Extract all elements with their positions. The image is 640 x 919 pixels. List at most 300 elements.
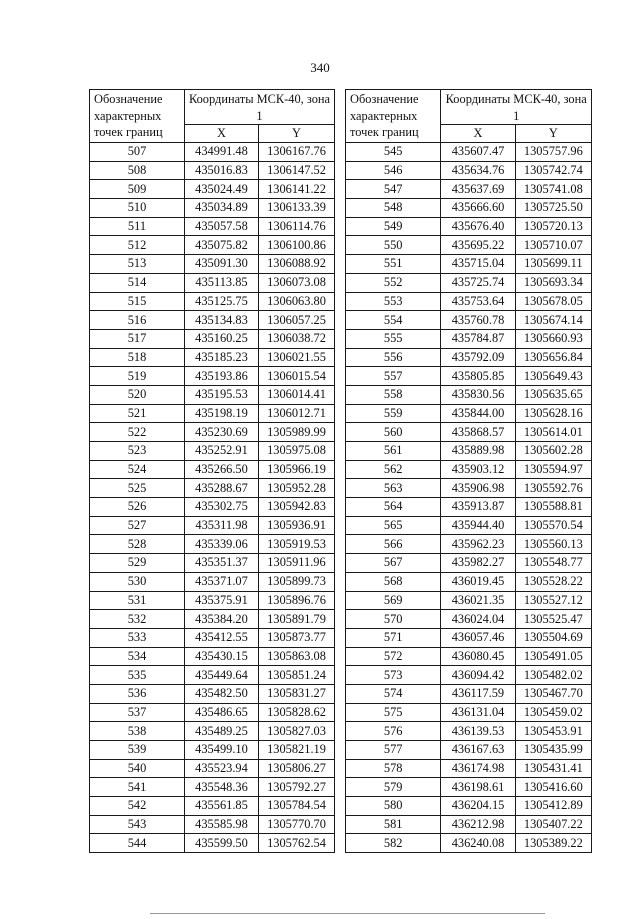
table-row bbox=[90, 329, 335, 348]
point-number-cell: 515 bbox=[90, 292, 185, 311]
x-coordinate-cell: 435607.47 bbox=[441, 143, 515, 162]
table-row bbox=[90, 143, 335, 162]
y-coordinate-cell: 1305792.27 bbox=[259, 778, 335, 797]
x-coordinate-cell: 435634.76 bbox=[441, 161, 515, 180]
table-row bbox=[346, 460, 592, 479]
x-coordinate-cell: 435339.06 bbox=[185, 535, 259, 554]
point-number-cell: 577 bbox=[346, 741, 441, 760]
table-row bbox=[90, 535, 335, 554]
x-coordinate-cell: 435185.23 bbox=[185, 348, 259, 367]
point-number-cell: 559 bbox=[346, 404, 441, 423]
point-number-cell: 560 bbox=[346, 423, 441, 442]
y-coordinate-cell: 1305435.99 bbox=[515, 741, 591, 760]
table-row bbox=[90, 236, 335, 255]
y-coordinate-cell: 1306012.71 bbox=[259, 404, 335, 423]
point-number-cell: 537 bbox=[90, 703, 185, 722]
y-coordinate-cell: 1305528.22 bbox=[515, 572, 591, 591]
x-coordinate-cell: 435982.27 bbox=[441, 554, 515, 573]
y-coordinate-cell: 1305710.07 bbox=[515, 236, 591, 255]
point-number-cell: 517 bbox=[90, 329, 185, 348]
y-coordinate-cell: 1305660.93 bbox=[515, 329, 591, 348]
y-coordinate-cell: 1306088.92 bbox=[259, 255, 335, 274]
table-row bbox=[90, 647, 335, 666]
y-coordinate-cell: 1305699.11 bbox=[515, 255, 591, 274]
point-number-cell: 574 bbox=[346, 684, 441, 703]
x-coordinate-cell: 435160.25 bbox=[185, 329, 259, 348]
y-coordinate-cell: 1305614.01 bbox=[515, 423, 591, 442]
y-coordinate-cell: 1305919.53 bbox=[259, 535, 335, 554]
x-coordinate-cell: 436024.04 bbox=[441, 610, 515, 629]
point-number-cell: 514 bbox=[90, 273, 185, 292]
point-number-cell: 563 bbox=[346, 479, 441, 498]
x-coordinate-cell: 435193.86 bbox=[185, 367, 259, 386]
page-bottom-rule bbox=[150, 913, 545, 914]
point-number-cell: 525 bbox=[90, 479, 185, 498]
y-coordinate-cell: 1305873.77 bbox=[259, 628, 335, 647]
y-coordinate-cell: 1305588.81 bbox=[515, 498, 591, 517]
table-row bbox=[90, 591, 335, 610]
y-coordinate-cell: 1305412.89 bbox=[515, 797, 591, 816]
point-number-cell: 580 bbox=[346, 797, 441, 816]
header-y: Y bbox=[515, 125, 591, 143]
x-coordinate-cell: 435784.87 bbox=[441, 329, 515, 348]
y-coordinate-cell: 1305899.73 bbox=[259, 572, 335, 591]
point-number-cell: 545 bbox=[346, 143, 441, 162]
point-number-cell: 509 bbox=[90, 180, 185, 199]
point-number-cell: 553 bbox=[346, 292, 441, 311]
y-coordinate-cell: 1305592.76 bbox=[515, 479, 591, 498]
x-coordinate-cell: 435134.83 bbox=[185, 311, 259, 330]
x-coordinate-cell: 435125.75 bbox=[185, 292, 259, 311]
table-row bbox=[90, 311, 335, 330]
table-row bbox=[90, 572, 335, 591]
point-number-cell: 543 bbox=[90, 815, 185, 834]
table-row bbox=[346, 255, 592, 274]
y-coordinate-cell: 1306073.08 bbox=[259, 273, 335, 292]
point-number-cell: 555 bbox=[346, 329, 441, 348]
x-coordinate-cell: 435913.87 bbox=[441, 498, 515, 517]
y-coordinate-cell: 1305821.19 bbox=[259, 741, 335, 760]
x-coordinate-cell: 435412.55 bbox=[185, 628, 259, 647]
y-coordinate-cell: 1305831.27 bbox=[259, 684, 335, 703]
table-row bbox=[90, 199, 335, 218]
x-coordinate-cell: 435024.49 bbox=[185, 180, 259, 199]
table-row bbox=[346, 647, 592, 666]
table-row bbox=[346, 479, 592, 498]
y-coordinate-cell: 1305952.28 bbox=[259, 479, 335, 498]
x-coordinate-cell: 435311.98 bbox=[185, 516, 259, 535]
x-coordinate-cell: 435375.91 bbox=[185, 591, 259, 610]
table-row bbox=[90, 778, 335, 797]
x-coordinate-cell: 435449.64 bbox=[185, 666, 259, 685]
y-coordinate-cell: 1305649.43 bbox=[515, 367, 591, 386]
y-coordinate-cell: 1306021.55 bbox=[259, 348, 335, 367]
x-coordinate-cell: 436021.35 bbox=[441, 591, 515, 610]
x-coordinate-cell: 435561.85 bbox=[185, 797, 259, 816]
x-coordinate-cell: 435585.98 bbox=[185, 815, 259, 834]
point-number-cell: 540 bbox=[90, 759, 185, 778]
y-coordinate-cell: 1306147.52 bbox=[259, 161, 335, 180]
point-number-cell: 522 bbox=[90, 423, 185, 442]
point-number-cell: 569 bbox=[346, 591, 441, 610]
point-number-cell: 554 bbox=[346, 311, 441, 330]
table-row bbox=[346, 217, 592, 236]
y-coordinate-cell: 1305594.97 bbox=[515, 460, 591, 479]
table-row bbox=[346, 684, 592, 703]
header-y: Y bbox=[259, 125, 335, 143]
x-coordinate-cell: 436057.46 bbox=[441, 628, 515, 647]
y-coordinate-cell: 1305431.41 bbox=[515, 759, 591, 778]
y-coordinate-cell: 1305548.77 bbox=[515, 554, 591, 573]
y-coordinate-cell: 1306057.25 bbox=[259, 311, 335, 330]
y-coordinate-cell: 1306114.76 bbox=[259, 217, 335, 236]
point-number-cell: 548 bbox=[346, 199, 441, 218]
y-coordinate-cell: 1305720.13 bbox=[515, 217, 591, 236]
x-coordinate-cell: 435252.91 bbox=[185, 442, 259, 461]
x-coordinate-cell: 435075.82 bbox=[185, 236, 259, 255]
point-number-cell: 518 bbox=[90, 348, 185, 367]
table-row bbox=[346, 628, 592, 647]
header-coordinates-group: Координаты МСК-40, зона 1 bbox=[441, 90, 592, 125]
y-coordinate-cell: 1305942.83 bbox=[259, 498, 335, 517]
point-number-cell: 541 bbox=[90, 778, 185, 797]
table-row bbox=[90, 741, 335, 760]
header-coordinates-group: Координаты МСК-40, зона 1 bbox=[185, 90, 335, 125]
y-coordinate-cell: 1306063.80 bbox=[259, 292, 335, 311]
point-number-cell: 508 bbox=[90, 161, 185, 180]
y-coordinate-cell: 1305770.70 bbox=[259, 815, 335, 834]
table-row bbox=[346, 516, 592, 535]
table-row bbox=[346, 741, 592, 760]
x-coordinate-cell: 435523.94 bbox=[185, 759, 259, 778]
table-row bbox=[346, 199, 592, 218]
y-coordinate-cell: 1305491.05 bbox=[515, 647, 591, 666]
table-row bbox=[90, 273, 335, 292]
x-coordinate-cell: 435198.19 bbox=[185, 404, 259, 423]
coordinates-table-left bbox=[89, 89, 335, 853]
y-coordinate-cell: 1305678.05 bbox=[515, 292, 591, 311]
point-number-cell: 565 bbox=[346, 516, 441, 535]
table-row bbox=[90, 628, 335, 647]
x-coordinate-cell: 435548.36 bbox=[185, 778, 259, 797]
y-coordinate-cell: 1305975.08 bbox=[259, 442, 335, 461]
point-number-cell: 507 bbox=[90, 143, 185, 162]
x-coordinate-cell: 435091.30 bbox=[185, 255, 259, 274]
x-coordinate-cell: 435371.07 bbox=[185, 572, 259, 591]
header-point-designation: Обозначение характерных точек границ bbox=[346, 90, 441, 143]
table-row bbox=[346, 815, 592, 834]
table-row bbox=[90, 479, 335, 498]
table-row bbox=[346, 498, 592, 517]
table-row bbox=[346, 722, 592, 741]
table-row bbox=[346, 404, 592, 423]
x-coordinate-cell: 435868.57 bbox=[441, 423, 515, 442]
point-number-cell: 561 bbox=[346, 442, 441, 461]
table-row bbox=[90, 404, 335, 423]
header-x: X bbox=[441, 125, 515, 143]
y-coordinate-cell: 1305602.28 bbox=[515, 442, 591, 461]
point-number-cell: 581 bbox=[346, 815, 441, 834]
x-coordinate-cell: 435599.50 bbox=[185, 834, 259, 853]
point-number-cell: 562 bbox=[346, 460, 441, 479]
y-coordinate-cell: 1305482.02 bbox=[515, 666, 591, 685]
table-row bbox=[346, 161, 592, 180]
point-number-cell: 558 bbox=[346, 385, 441, 404]
point-number-cell: 557 bbox=[346, 367, 441, 386]
x-coordinate-cell: 435666.60 bbox=[441, 199, 515, 218]
table-row bbox=[346, 759, 592, 778]
x-coordinate-cell: 435430.15 bbox=[185, 647, 259, 666]
point-number-cell: 510 bbox=[90, 199, 185, 218]
point-number-cell: 528 bbox=[90, 535, 185, 554]
x-coordinate-cell: 436131.04 bbox=[441, 703, 515, 722]
y-coordinate-cell: 1306015.54 bbox=[259, 367, 335, 386]
y-coordinate-cell: 1305407.22 bbox=[515, 815, 591, 834]
x-coordinate-cell: 435057.58 bbox=[185, 217, 259, 236]
table-row bbox=[90, 442, 335, 461]
point-number-cell: 527 bbox=[90, 516, 185, 535]
table-row bbox=[90, 722, 335, 741]
point-number-cell: 536 bbox=[90, 684, 185, 703]
table-row bbox=[346, 572, 592, 591]
table-row bbox=[346, 797, 592, 816]
x-coordinate-cell: 436094.42 bbox=[441, 666, 515, 685]
table-row bbox=[346, 329, 592, 348]
table-row bbox=[90, 815, 335, 834]
y-coordinate-cell: 1305570.54 bbox=[515, 516, 591, 535]
x-coordinate-cell: 436139.53 bbox=[441, 722, 515, 741]
table-row bbox=[346, 311, 592, 330]
point-number-cell: 579 bbox=[346, 778, 441, 797]
y-coordinate-cell: 1305525.47 bbox=[515, 610, 591, 629]
x-coordinate-cell: 435302.75 bbox=[185, 498, 259, 517]
table-row bbox=[346, 367, 592, 386]
point-number-cell: 556 bbox=[346, 348, 441, 367]
y-coordinate-cell: 1305891.79 bbox=[259, 610, 335, 629]
y-coordinate-cell: 1305527.12 bbox=[515, 591, 591, 610]
point-number-cell: 550 bbox=[346, 236, 441, 255]
table-row bbox=[346, 591, 592, 610]
point-number-cell: 546 bbox=[346, 161, 441, 180]
table-row bbox=[90, 255, 335, 274]
point-number-cell: 516 bbox=[90, 311, 185, 330]
point-number-cell: 544 bbox=[90, 834, 185, 853]
point-number-cell: 524 bbox=[90, 460, 185, 479]
x-coordinate-cell: 436117.59 bbox=[441, 684, 515, 703]
x-coordinate-cell: 435195.53 bbox=[185, 385, 259, 404]
table-body-left bbox=[90, 143, 335, 853]
point-number-cell: 578 bbox=[346, 759, 441, 778]
y-coordinate-cell: 1306141.22 bbox=[259, 180, 335, 199]
table-row bbox=[90, 217, 335, 236]
y-coordinate-cell: 1305725.50 bbox=[515, 199, 591, 218]
point-number-cell: 533 bbox=[90, 628, 185, 647]
point-number-cell: 547 bbox=[346, 180, 441, 199]
table-row bbox=[346, 554, 592, 573]
table-row bbox=[346, 348, 592, 367]
point-number-cell: 564 bbox=[346, 498, 441, 517]
point-number-cell: 512 bbox=[90, 236, 185, 255]
table-row bbox=[346, 535, 592, 554]
table-row bbox=[346, 273, 592, 292]
x-coordinate-cell: 436019.45 bbox=[441, 572, 515, 591]
table-row bbox=[346, 442, 592, 461]
point-number-cell: 521 bbox=[90, 404, 185, 423]
point-number-cell: 551 bbox=[346, 255, 441, 274]
x-coordinate-cell: 435016.83 bbox=[185, 161, 259, 180]
point-number-cell: 566 bbox=[346, 535, 441, 554]
table-row bbox=[346, 610, 592, 629]
x-coordinate-cell: 435489.25 bbox=[185, 722, 259, 741]
x-coordinate-cell: 435760.78 bbox=[441, 311, 515, 330]
table-row bbox=[90, 385, 335, 404]
x-coordinate-cell: 436174.98 bbox=[441, 759, 515, 778]
table-row bbox=[90, 516, 335, 535]
x-coordinate-cell: 435288.67 bbox=[185, 479, 259, 498]
x-coordinate-cell: 436167.63 bbox=[441, 741, 515, 760]
y-coordinate-cell: 1305757.96 bbox=[515, 143, 591, 162]
x-coordinate-cell: 436212.98 bbox=[441, 815, 515, 834]
x-coordinate-cell: 435962.23 bbox=[441, 535, 515, 554]
x-coordinate-cell: 435753.64 bbox=[441, 292, 515, 311]
y-coordinate-cell: 1305416.60 bbox=[515, 778, 591, 797]
point-number-cell: 568 bbox=[346, 572, 441, 591]
y-coordinate-cell: 1306133.39 bbox=[259, 199, 335, 218]
point-number-cell: 539 bbox=[90, 741, 185, 760]
table-row bbox=[90, 703, 335, 722]
x-coordinate-cell: 436240.08 bbox=[441, 834, 515, 853]
table-row bbox=[90, 834, 335, 853]
x-coordinate-cell: 436198.61 bbox=[441, 778, 515, 797]
table-row bbox=[90, 180, 335, 199]
y-coordinate-cell: 1305635.65 bbox=[515, 385, 591, 404]
x-coordinate-cell: 434991.48 bbox=[185, 143, 259, 162]
table-row bbox=[90, 797, 335, 816]
x-coordinate-cell: 435486.65 bbox=[185, 703, 259, 722]
y-coordinate-cell: 1305741.08 bbox=[515, 180, 591, 199]
x-coordinate-cell: 435725.74 bbox=[441, 273, 515, 292]
y-coordinate-cell: 1305742.74 bbox=[515, 161, 591, 180]
y-coordinate-cell: 1305806.27 bbox=[259, 759, 335, 778]
table-row bbox=[90, 460, 335, 479]
point-number-cell: 511 bbox=[90, 217, 185, 236]
x-coordinate-cell: 435830.56 bbox=[441, 385, 515, 404]
x-coordinate-cell: 435384.20 bbox=[185, 610, 259, 629]
point-number-cell: 542 bbox=[90, 797, 185, 816]
table-row bbox=[346, 236, 592, 255]
table-body-right bbox=[346, 143, 592, 853]
y-coordinate-cell: 1305656.84 bbox=[515, 348, 591, 367]
table-row bbox=[90, 498, 335, 517]
point-number-cell: 523 bbox=[90, 442, 185, 461]
point-number-cell: 529 bbox=[90, 554, 185, 573]
table-row bbox=[90, 423, 335, 442]
y-coordinate-cell: 1305560.13 bbox=[515, 535, 591, 554]
coordinates-table-right bbox=[345, 89, 592, 853]
point-number-cell: 573 bbox=[346, 666, 441, 685]
y-coordinate-cell: 1305828.62 bbox=[259, 703, 335, 722]
point-number-cell: 549 bbox=[346, 217, 441, 236]
y-coordinate-cell: 1305784.54 bbox=[259, 797, 335, 816]
x-coordinate-cell: 435906.98 bbox=[441, 479, 515, 498]
header-x: X bbox=[185, 125, 259, 143]
table-row bbox=[346, 834, 592, 853]
point-number-cell: 575 bbox=[346, 703, 441, 722]
x-coordinate-cell: 435715.04 bbox=[441, 255, 515, 274]
x-coordinate-cell: 436204.15 bbox=[441, 797, 515, 816]
point-number-cell: 534 bbox=[90, 647, 185, 666]
point-number-cell: 532 bbox=[90, 610, 185, 629]
x-coordinate-cell: 435499.10 bbox=[185, 741, 259, 760]
point-number-cell: 526 bbox=[90, 498, 185, 517]
y-coordinate-cell: 1305863.08 bbox=[259, 647, 335, 666]
y-coordinate-cell: 1305453.91 bbox=[515, 722, 591, 741]
point-number-cell: 519 bbox=[90, 367, 185, 386]
y-coordinate-cell: 1305389.22 bbox=[515, 834, 591, 853]
table-row bbox=[90, 759, 335, 778]
x-coordinate-cell: 435482.50 bbox=[185, 684, 259, 703]
point-number-cell: 513 bbox=[90, 255, 185, 274]
point-number-cell: 531 bbox=[90, 591, 185, 610]
x-coordinate-cell: 435676.40 bbox=[441, 217, 515, 236]
y-coordinate-cell: 1305896.76 bbox=[259, 591, 335, 610]
table-row bbox=[346, 180, 592, 199]
x-coordinate-cell: 435351.37 bbox=[185, 554, 259, 573]
y-coordinate-cell: 1305966.19 bbox=[259, 460, 335, 479]
y-coordinate-cell: 1305504.69 bbox=[515, 628, 591, 647]
point-number-cell: 572 bbox=[346, 647, 441, 666]
x-coordinate-cell: 435903.12 bbox=[441, 460, 515, 479]
page-number: 340 bbox=[310, 60, 330, 75]
table-row bbox=[346, 385, 592, 404]
x-coordinate-cell: 435889.98 bbox=[441, 442, 515, 461]
y-coordinate-cell: 1306038.72 bbox=[259, 329, 335, 348]
y-coordinate-cell: 1305989.99 bbox=[259, 423, 335, 442]
table-row bbox=[346, 778, 592, 797]
point-number-cell: 552 bbox=[346, 273, 441, 292]
table-row bbox=[90, 161, 335, 180]
table-row bbox=[346, 143, 592, 162]
y-coordinate-cell: 1305693.34 bbox=[515, 273, 591, 292]
y-coordinate-cell: 1305674.14 bbox=[515, 311, 591, 330]
point-number-cell: 535 bbox=[90, 666, 185, 685]
point-number-cell: 567 bbox=[346, 554, 441, 573]
table-row bbox=[90, 610, 335, 629]
y-coordinate-cell: 1305911.96 bbox=[259, 554, 335, 573]
table-row bbox=[346, 666, 592, 685]
table-row bbox=[346, 423, 592, 442]
table-row bbox=[90, 684, 335, 703]
point-number-cell: 571 bbox=[346, 628, 441, 647]
x-coordinate-cell: 436080.45 bbox=[441, 647, 515, 666]
y-coordinate-cell: 1305467.70 bbox=[515, 684, 591, 703]
table-row bbox=[90, 554, 335, 573]
y-coordinate-cell: 1305851.24 bbox=[259, 666, 335, 685]
x-coordinate-cell: 435944.40 bbox=[441, 516, 515, 535]
point-number-cell: 530 bbox=[90, 572, 185, 591]
header-point-designation: Обозначение характерных точек границ bbox=[90, 90, 185, 143]
table-row bbox=[90, 666, 335, 685]
x-coordinate-cell: 435230.69 bbox=[185, 423, 259, 442]
x-coordinate-cell: 435637.69 bbox=[441, 180, 515, 199]
point-number-cell: 570 bbox=[346, 610, 441, 629]
x-coordinate-cell: 435695.22 bbox=[441, 236, 515, 255]
y-coordinate-cell: 1305762.54 bbox=[259, 834, 335, 853]
table-row bbox=[90, 292, 335, 311]
y-coordinate-cell: 1305827.03 bbox=[259, 722, 335, 741]
y-coordinate-cell: 1305936.91 bbox=[259, 516, 335, 535]
y-coordinate-cell: 1306014.41 bbox=[259, 385, 335, 404]
